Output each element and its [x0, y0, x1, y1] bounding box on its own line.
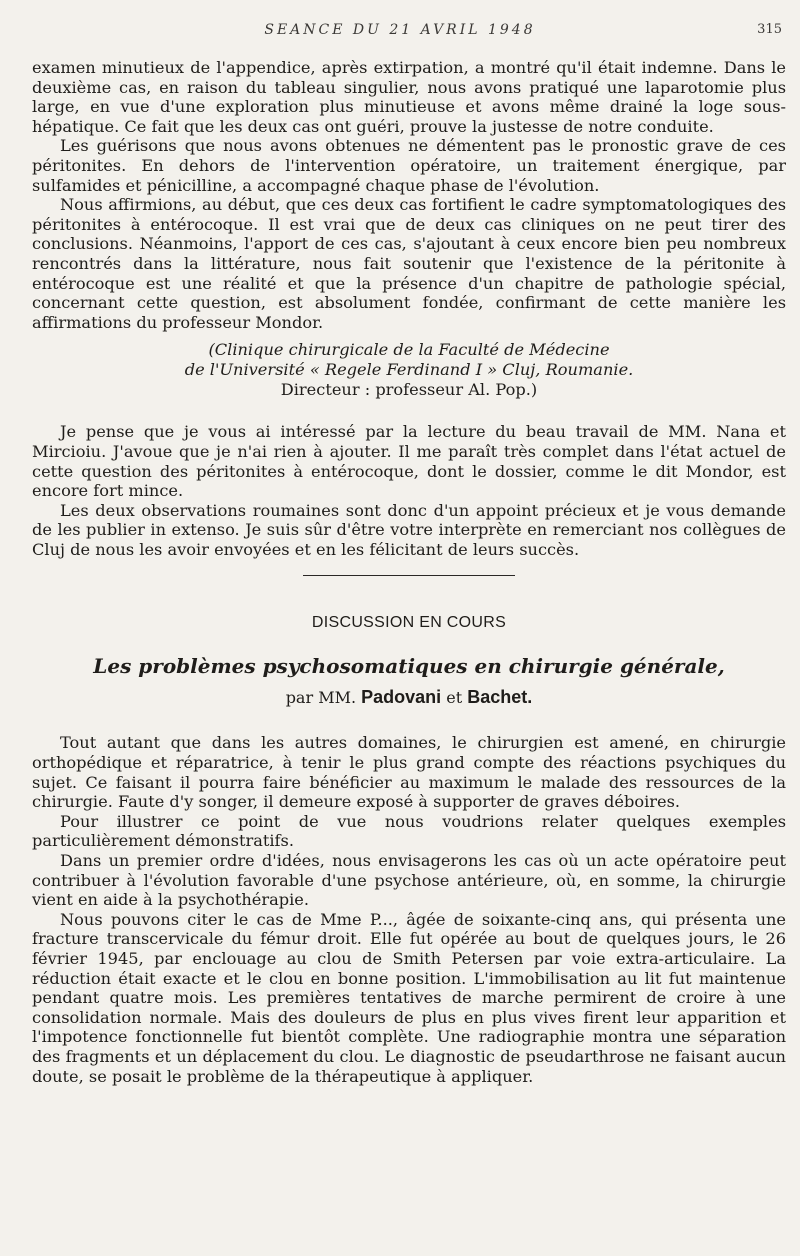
- running-title: SEANCE DU 21 AVRIL 1948: [264, 22, 536, 38]
- page-number: 315: [757, 22, 782, 37]
- paragraph: Tout autant que dans les autres domaines, le chirurgien est amené, en chirurgie orthopédique et réparatrice, à tenir le plus grand compte des réactions psychiques du sujet. Ce faisant il pourra faire bénéficier au maximum le malade des ressources de la chirurgie. Faute d'y songer, il demeure exposé à supporter de graves déboires.: [32, 733, 786, 812]
- byline-conjunction: et: [446, 688, 463, 708]
- paragraph: Les guérisons que nous avons obtenues ne démentent pas le pronostic grave de ces péritonites. En dehors de l'intervention opératoire, un traitement énergique, par sulfamides et pénicilline, a accompagné chaque phase de l'évolution.: [32, 136, 786, 195]
- spacer: [32, 400, 786, 422]
- author-name: Padovani: [361, 687, 442, 708]
- affiliation-line: de l'Université « Regele Ferdinand I » Cluj, Roumanie.: [184, 360, 634, 380]
- section-heading: DISCUSSION EN COURS: [311, 614, 507, 632]
- spacer: [32, 708, 786, 733]
- affiliation-block: [32, 340, 786, 400]
- paragraph: examen minutieux de l'appendice, après extirpation, a montré qu'il était indemne. Dans le deuxième cas, en raison du tableau singulier, nous avons pratiqué une laparotomie plus large, en vue d'une exploration plus minutieuse et avons même drainé la loge sous-hépatique. Ce fait que les deux cas ont guéri, prouve la justesse de notre conduite.: [32, 58, 786, 136]
- affiliation-line: (Clinique chirurgicale de la Faculté de Médecine: [208, 340, 610, 360]
- byline: [32, 687, 786, 708]
- author-name: Bachet.: [467, 687, 533, 708]
- paragraph: Je pense que je vous ai intéressé par la lecture du beau travail de MM. Nana et Mircioiu. J'avoue que je n'ai rien à ajouter. Il me paraît très complet dans l'état actuel de cette question des péritonites à entérocoque, dont le dossier, comme le dit Mondor, est encore fort mince.: [32, 422, 786, 501]
- byline-prefix: par MM.: [285, 688, 357, 708]
- paragraph: Nous affirmions, au début, que ces deux cas fortifient le cadre symptomatologiques des péritonites à entérocoque. Il est vrai que de deux cas cliniques on ne peut tirer des conclusions. Néanmoins, l'apport de ces cas, s'ajoutant à ceux encore bien peu nombreux rencontrés dans la littérature, nous fait soutenir que l'existence de la péritonite à entérocoque est une réalité et que la présence d'un chapitre de pathologie spécial, concernant cette question, est absolument fondée, confirmant de cette manière les affirmations du professeur Mondor.: [32, 195, 786, 332]
- paragraph: Les deux observations roumaines sont donc d'un appoint précieux et je vous demande de les publier in extenso. Je suis sûr d'être votre interprète en remerciant nos collègues de Cluj de nous les avoir envoyées et en les félicitant de leurs succès.: [32, 500, 786, 559]
- article-title: Les problèmes psychosomatiques en chirurgie générale,: [93, 654, 725, 679]
- section-divider: [303, 575, 515, 576]
- paragraph: Pour illustrer ce point de vue nous voudrions relater quelques exemples particulièrement démonstratifs.: [32, 811, 786, 851]
- page-body: [32, 58, 786, 1086]
- affiliation-director: Directeur : professeur Al. Pop.): [280, 380, 538, 400]
- paragraph: Dans un premier ordre d'idées, nous envisagerons les cas où un acte opératoire peut contribuer à l'évolution favorable d'une psychose antérieure, où, en somme, la chirurgie vient en aide à la psychothérapie.: [32, 851, 786, 910]
- paragraph: Nous pouvons citer le cas de Mme P..., âgée de soixante-cinq ans, qui présenta une fracture transcervicale du fémur droit. Elle fut opérée au bout de quelques jours, le 26 février 1945, par enclouage au clou de Smith Petersen par voie extra-articulaire. La réduction était exacte et le clou en bonne position. L'immobilisation au lit fut maintenue pendant quatre mois. Les premières tentatives de marche permirent de croire à une consolidation normale. Mais des douleurs de plus en plus vives firent leur apparition et l'impotence fonctionnelle fut bientôt complète. Une radiographie montra une séparation des fragments et un déplacement du clou. Le diagnostic de pseudarthrose ne faisant aucun doute, se posait le problème de la thérapeutique à appliquer.: [32, 909, 786, 1086]
- running-header: [0, 22, 800, 42]
